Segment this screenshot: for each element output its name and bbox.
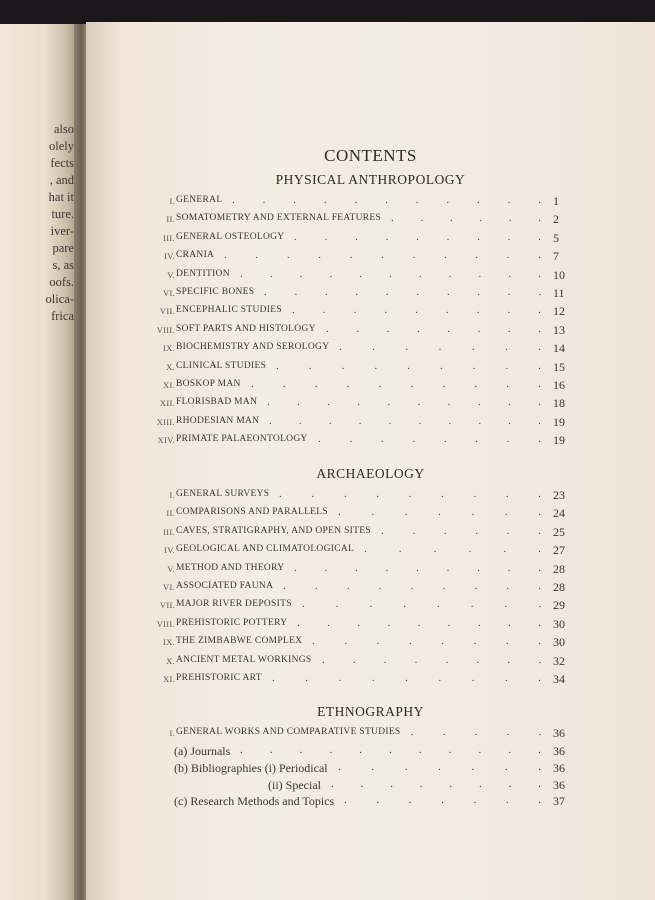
toc-subentry	[86, 761, 655, 777]
leader-dots: . . . . . . . .	[322, 653, 541, 666]
toc-entry-label: ANCIENT METAL WORKINGS	[176, 654, 312, 665]
toc-entry-number: XIV.	[157, 435, 175, 446]
left-page-fragment: hat it	[48, 190, 74, 204]
section-heading-archaeology: ARCHAEOLOGY	[316, 466, 425, 481]
toc-entry-page: 11	[553, 286, 565, 300]
toc-entry	[86, 506, 655, 522]
toc-entry-number: IV.	[164, 545, 175, 556]
toc-entry-page: 7	[553, 249, 559, 264]
toc-entry	[86, 249, 655, 265]
section-heading-ethnography: ETHNOGRAPHY	[317, 704, 424, 719]
left-page-fragment: frica	[51, 309, 74, 323]
toc-entry-number: II.	[166, 214, 175, 225]
toc-entry-number: XI.	[163, 674, 175, 684]
toc-subentry-page: 36	[553, 777, 565, 792]
leader-dots: . . . . . . . . .	[297, 616, 541, 629]
toc-entry-label: CLINICAL STUDIES	[176, 360, 267, 371]
toc-entry-label: RHODESIAN MAN	[176, 415, 260, 426]
toc-entry	[86, 562, 655, 578]
toc-entry-page: 23	[553, 488, 565, 502]
toc-entry	[86, 304, 655, 320]
leader-dots: . . . . . . . . . . .	[224, 249, 541, 262]
toc-entry-number: IX.	[163, 343, 175, 354]
toc-subentry	[86, 778, 655, 794]
left-page-fragment: also	[53, 122, 74, 136]
leader-dots: . . . . . . . . .	[294, 230, 541, 243]
left-page-fragment: pare	[52, 241, 74, 255]
leader-dots: . . . . . . . .	[302, 598, 541, 611]
toc-entry-page: 19	[553, 433, 565, 448]
left-page-fragment: fects	[50, 156, 74, 170]
toc-entry-label: GEOLOGICAL AND CLIMATOLOGICAL	[176, 544, 355, 555]
leader-dots: . . . . . . . . . . .	[232, 194, 541, 206]
leader-dots: . . . . . . . . .	[276, 359, 541, 372]
toc-subentry-label: (a) Journals	[174, 744, 231, 758]
toc-entry-page: 30	[553, 635, 565, 650]
toc-entry	[86, 378, 655, 394]
toc-entry-page: 25	[553, 524, 565, 539]
toc-entry-page: 2	[553, 212, 559, 227]
toc-entry-number: I.	[169, 728, 175, 738]
toc-entry-label: GENERAL SURVEYS	[176, 489, 270, 499]
toc-entry-label: SOFT PARTS AND HISTOLOGY	[176, 323, 316, 334]
toc-entry	[86, 415, 655, 431]
left-page-fragment: olica-	[45, 292, 74, 306]
toc-entry-page: 32	[553, 653, 565, 668]
leader-dots: . . . . . . . . .	[292, 304, 541, 317]
toc-subentry	[86, 744, 655, 760]
toc-entry-label: THE ZIMBABWE COMPLEX	[176, 636, 303, 647]
toc-entry-number: III.	[163, 232, 175, 243]
toc-entry-label: CRANIA	[176, 250, 215, 261]
toc-entry-page: 12	[553, 304, 565, 319]
toc-entry-label: PRIMATE PALAEONTOLOGY	[176, 434, 308, 445]
toc-entry-number: VI.	[163, 288, 175, 298]
toc-entry	[86, 341, 655, 357]
toc-entry	[86, 323, 655, 339]
toc-subentry	[86, 794, 655, 810]
toc-entry-page: 34	[553, 672, 565, 686]
toc-entry-label: COMPARISONS AND PARALLELS	[176, 507, 328, 518]
left-page-fragment: , and	[49, 173, 74, 187]
toc-entry	[86, 654, 655, 670]
toc-entry	[86, 360, 655, 376]
leader-dots: . . . . . . . . . .	[251, 378, 541, 390]
toc-entry-label: GENERAL OSTEOLOGY	[176, 231, 285, 242]
toc-entry-page: 1	[553, 194, 559, 208]
toc-entry	[86, 488, 655, 504]
toc-entry-number: II.	[166, 508, 175, 519]
toc-entry-label: DENTITION	[176, 268, 230, 279]
toc-entry-page: 24	[553, 506, 565, 521]
toc-entry-label: PREHISTORIC ART	[176, 673, 262, 683]
toc-entry	[86, 212, 655, 228]
section-heading-physical-anthropology: PHYSICAL ANTHROPOLOGY	[275, 172, 466, 187]
leader-dots: . . . . . . .	[344, 794, 541, 807]
book-top-edge	[0, 0, 655, 24]
toc-entry-label: ASSOCIATED FAUNA	[176, 581, 274, 591]
leader-dots: . . . . . . . .	[326, 322, 541, 335]
toc-entry-page: 27	[553, 543, 565, 558]
leader-dots: . . . . . .	[364, 543, 541, 556]
toc-entry-label: BOSKOP MAN	[176, 379, 241, 389]
leader-dots: . . . . . . . .	[312, 635, 541, 648]
leader-dots: . . . . . . .	[338, 760, 541, 773]
leader-dots: . . . . . .	[381, 524, 541, 537]
leader-dots: . . . . . . . . . . .	[240, 267, 541, 280]
toc-subentry-page: 36	[553, 760, 565, 775]
toc-entry-page: 28	[553, 561, 565, 576]
toc-entry-number: VII.	[159, 600, 175, 611]
toc-entry-number: VIII.	[156, 618, 175, 629]
toc-entry-number: VII.	[159, 306, 175, 317]
toc-entry-number: IV.	[164, 251, 175, 262]
toc-entry	[86, 396, 655, 412]
toc-entry-page: 19	[553, 414, 565, 429]
toc-entry	[86, 433, 655, 449]
left-page	[0, 24, 82, 900]
toc-entry-label: METHOD AND THEORY	[176, 562, 285, 573]
leader-dots: . . . . . . .	[338, 506, 541, 519]
toc-entry-page: 30	[553, 616, 565, 631]
toc-entry-number: III.	[163, 526, 175, 537]
toc-entry-number: VIII.	[156, 324, 175, 335]
toc-entry	[86, 598, 655, 614]
toc-entry	[86, 617, 655, 633]
toc-entry	[86, 543, 655, 559]
leader-dots: . . . . . . . .	[318, 433, 541, 446]
left-page-fragment: iver-	[50, 224, 74, 238]
toc-entry-number: XII.	[159, 398, 175, 409]
toc-entry-number: V.	[167, 563, 175, 574]
toc-entry-number: I.	[169, 196, 175, 206]
leader-dots: . . . . . . . . . .	[267, 396, 541, 409]
toc-entry-label: CAVES, STRATIGRAPHY, AND OPEN SITES	[176, 525, 371, 536]
toc-subentry-page: 37	[553, 794, 565, 809]
toc-entry-number: XIII.	[156, 416, 175, 427]
toc-entry-page: 16	[553, 378, 565, 392]
toc-entry	[86, 194, 655, 210]
toc-entry	[86, 635, 655, 651]
toc-entry-page: 18	[553, 396, 565, 411]
left-page-fragment: olely	[49, 139, 74, 153]
left-page-fragment: oofs.	[49, 275, 74, 289]
toc-entry	[86, 580, 655, 596]
leader-dots: . . . . . . . . .	[279, 488, 541, 500]
toc-entry-label: MAJOR RIVER DEPOSITS	[176, 599, 292, 610]
leader-dots: . . . . . .	[391, 212, 541, 225]
toc-entry-number: XI.	[163, 380, 175, 390]
toc-entry	[86, 268, 655, 284]
leader-dots: . . . . . . . . . .	[269, 414, 541, 427]
toc-entry-label: GENERAL	[176, 195, 223, 205]
toc-entry-label: PREHISTORIC POTTERY	[176, 617, 288, 628]
toc-entry-label: SPECIFIC BONES	[176, 287, 255, 297]
toc-subentry-label: (b) Bibliographies (i) Periodical	[174, 760, 328, 775]
toc-entry	[86, 672, 655, 688]
toc-subentry-label: (c) Research Methods and Topics	[174, 794, 335, 809]
toc-entry-number: X.	[166, 655, 175, 666]
toc-subentry-page: 36	[553, 744, 565, 758]
toc-entry	[86, 525, 655, 541]
toc-entry-page: 13	[553, 322, 565, 337]
leader-dots: . . . . . . .	[339, 341, 541, 354]
leader-dots: . . . . . . . . .	[283, 580, 541, 592]
toc-entry	[86, 231, 655, 247]
toc-entry-page: 29	[553, 598, 565, 613]
toc-entry-page: 28	[553, 580, 565, 594]
toc-entry-label: SOMATOMETRY AND EXTERNAL FEATURES	[176, 213, 382, 224]
leader-dots: . . . . . . . . . . .	[240, 744, 541, 756]
toc-entry	[86, 286, 655, 302]
toc-entry-page: 14	[553, 341, 565, 356]
leader-dots: . . . . . . . . .	[272, 672, 541, 684]
left-page-fragment: s, as	[52, 258, 74, 272]
page-title: CONTENTS	[324, 146, 417, 165]
left-page-fragment: ture.	[51, 207, 74, 221]
toc-entry-number: IX.	[163, 637, 175, 648]
leader-dots: . . . . . . . . . .	[264, 286, 541, 298]
toc-entry	[86, 726, 655, 742]
toc-entry-number: VI.	[163, 582, 175, 592]
leader-dots: . . . . . . . .	[331, 777, 541, 790]
leader-dots: . . . . . . . . .	[294, 561, 541, 574]
leader-dots: . . . . .	[411, 726, 541, 738]
toc-entry-label: ENCEPHALIC STUDIES	[176, 305, 282, 316]
toc-entry-page: 36	[553, 726, 565, 740]
toc-entry-page: 5	[553, 230, 559, 245]
toc-entry-label: FLORISBAD MAN	[176, 397, 258, 408]
toc-subentry-label: (ii) Special	[268, 777, 321, 792]
toc-entry-page: 15	[553, 359, 565, 374]
toc-entry-number: X.	[166, 361, 175, 372]
toc-entry-label: BIOCHEMISTRY AND SEROLOGY	[176, 342, 330, 353]
toc-entry-page: 10	[553, 267, 565, 282]
contents-page	[86, 22, 655, 900]
toc-entry-number: V.	[167, 269, 175, 280]
toc-entry-label: GENERAL WORKS AND COMPARATIVE STUDIES	[176, 727, 401, 737]
toc-entry-number: I.	[169, 490, 175, 500]
